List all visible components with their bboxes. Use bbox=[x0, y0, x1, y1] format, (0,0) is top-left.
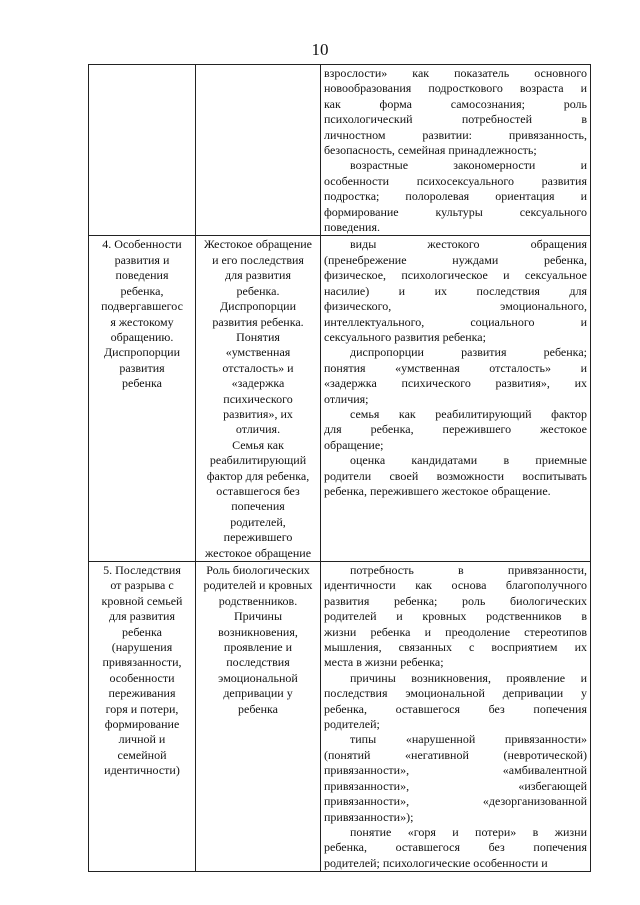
summary-line: эмоциональной bbox=[218, 670, 298, 685]
content-line: привязанности», «амбивалентной bbox=[324, 763, 587, 778]
topic-line: (нарушения bbox=[111, 640, 173, 655]
topic-line: ребенка, bbox=[120, 283, 164, 298]
topic-line: развития bbox=[119, 360, 165, 375]
content-line: родители своей возможности воспитывать bbox=[324, 468, 587, 483]
content-line: ребенка, оставшегося без попечения bbox=[324, 701, 587, 716]
content-line: (пренебрежение нуждами ребенка, bbox=[324, 252, 587, 267]
summary-line: «задержка bbox=[231, 376, 285, 391]
content-line: отличия; bbox=[324, 391, 369, 406]
summary-cell bbox=[196, 65, 321, 236]
summary-line: для развития bbox=[225, 268, 291, 283]
content-line: потребность в привязанности, bbox=[350, 563, 587, 577]
table-row bbox=[89, 236, 591, 562]
content-paragraph bbox=[324, 453, 587, 499]
summary-line: «умственная bbox=[225, 345, 291, 360]
summary-line: родственников. bbox=[218, 593, 298, 608]
topic-line: кровной семьей bbox=[101, 593, 183, 608]
summary-line: Понятия bbox=[236, 329, 280, 344]
content-paragraph bbox=[324, 66, 587, 158]
summary-line: попечения bbox=[231, 499, 285, 514]
topic-line: горя и потери, bbox=[105, 701, 179, 716]
table-row bbox=[89, 65, 591, 236]
content-line: жизни ребенка и преодоление стереотипов bbox=[324, 624, 587, 639]
content-line: привязанности», «избегающей bbox=[324, 778, 587, 793]
content-line: безопасность, семейная принадлежность; bbox=[324, 143, 537, 158]
summary-line: Диспропорции bbox=[219, 299, 297, 314]
content-cell bbox=[321, 65, 591, 236]
topic-line: развития и bbox=[114, 252, 170, 267]
topic-line: для развития bbox=[109, 609, 175, 624]
content-line: поведения. bbox=[324, 220, 380, 235]
content-line: привязанности»); bbox=[324, 809, 414, 824]
summary-line: родителей, bbox=[230, 514, 286, 529]
content-line: родителей; психологические особенности и bbox=[324, 855, 548, 870]
content-line: ребенка, пережившего жестокое обращение. bbox=[324, 483, 551, 498]
content-line: идентичности как основа благополучного bbox=[324, 578, 587, 593]
content-line: развития ребенка; роль биологических bbox=[324, 593, 587, 608]
content-paragraph bbox=[324, 563, 587, 671]
topic-cell bbox=[89, 562, 196, 872]
content-paragraph bbox=[324, 158, 587, 235]
content-paragraph bbox=[324, 671, 587, 733]
summary-line: психического bbox=[223, 391, 293, 406]
content-line: формирование культуры сексуального bbox=[324, 204, 587, 219]
content-line: подростка; полоролевая ориентация и bbox=[324, 189, 587, 204]
content-line: оценка кандидатами в приемные bbox=[350, 453, 587, 468]
topic-line: идентичности) bbox=[104, 763, 180, 778]
topic-line: Диспропорции bbox=[103, 345, 181, 360]
content-line: семья как реабилитирующий фактор bbox=[350, 406, 587, 421]
content-line: интеллектуального, социального и bbox=[324, 314, 587, 329]
summary-line: депривации у bbox=[223, 686, 293, 701]
summary-line: возникновения, bbox=[218, 624, 298, 639]
summary-cell bbox=[196, 562, 321, 872]
topic-line: 4. Особенности bbox=[102, 237, 182, 252]
summary-line: Роль биологических bbox=[206, 563, 310, 577]
content-line: как форма самосознания; роль bbox=[324, 96, 587, 111]
summary-line: Причины bbox=[233, 609, 283, 624]
summary-line: фактор для ребенка, bbox=[206, 468, 310, 483]
content-line: последствия эмоциональной депривации у bbox=[324, 686, 587, 701]
topic-line: я жестокому bbox=[110, 314, 174, 329]
content-line: мышления, связанных с восприятием их bbox=[324, 640, 587, 655]
content-line: физическое, психологическое и сексуальное bbox=[324, 268, 587, 283]
content-line: понятие «горя и потери» в жизни bbox=[350, 824, 587, 839]
summary-line: Жестокое обращение bbox=[203, 237, 313, 252]
content-line: (понятий «негативной (невротической) bbox=[324, 747, 587, 762]
content-paragraph bbox=[324, 237, 587, 345]
content-line: причины возникновения, проявление и bbox=[350, 670, 587, 685]
content-line: диспропорции развития ребенка; bbox=[350, 345, 587, 360]
summary-line: пережившего bbox=[223, 530, 293, 545]
content-line: понятия «умственная отсталость» и bbox=[324, 360, 587, 375]
table-row bbox=[89, 562, 591, 872]
content-line: родителей и кровных родственников в bbox=[324, 609, 587, 624]
content-cell bbox=[321, 562, 591, 872]
summary-line: Семья как bbox=[232, 437, 284, 452]
topic-line: 5. Последствия bbox=[103, 563, 181, 577]
content-line: «задержка психического развития», их bbox=[324, 376, 587, 391]
topic-line: от разрыва с bbox=[110, 578, 174, 593]
content-line: новообразования подросткового возраста и bbox=[324, 81, 587, 96]
content-line: психологический потребностей в bbox=[324, 112, 587, 127]
topic-line: формирование bbox=[104, 717, 180, 732]
content-line: особенности психосексуального развития bbox=[324, 173, 587, 188]
summary-line: проявление и bbox=[223, 640, 293, 655]
topic-line: обращению. bbox=[110, 329, 174, 344]
topic-line: ребенка bbox=[122, 624, 162, 639]
summary-line: оставшегося без bbox=[216, 483, 300, 498]
content-paragraph bbox=[324, 732, 587, 824]
content-line: виды жестокого обращения bbox=[350, 237, 587, 252]
summary-line: и его последствия bbox=[212, 252, 304, 267]
summary-cell bbox=[196, 236, 321, 562]
content-paragraph bbox=[324, 345, 587, 407]
topic-line: личной и bbox=[118, 732, 166, 747]
content-line: для ребенка, пережившего жестокое bbox=[324, 422, 587, 437]
topic-line: переживания bbox=[108, 686, 176, 701]
summary-line: отсталость» и bbox=[222, 360, 294, 375]
topic-line: ребенка bbox=[122, 376, 162, 391]
summary-line: развития ребенка. bbox=[212, 314, 304, 329]
content-line: личностном развитии: привязанность, bbox=[324, 127, 587, 142]
content-line: сексуального развития ребенка; bbox=[324, 329, 486, 344]
content-paragraph bbox=[324, 407, 587, 453]
curriculum-table bbox=[88, 64, 591, 872]
topic-line: подвергавшегос bbox=[101, 299, 183, 314]
content-paragraph bbox=[324, 825, 587, 871]
content-line: физического, эмоционального, bbox=[324, 299, 587, 314]
summary-line: родителей и кровных bbox=[203, 578, 313, 593]
content-line: возрастные закономерности и bbox=[350, 158, 587, 173]
topic-cell bbox=[89, 236, 196, 562]
content-line: ребенка, оставшегося без попечения bbox=[324, 840, 587, 855]
content-line: насилие) и их последствия для bbox=[324, 283, 587, 298]
topic-line: семейной bbox=[117, 747, 167, 762]
topic-line: особенности bbox=[109, 670, 175, 685]
content-line: обращение; bbox=[324, 437, 384, 452]
summary-line: жестокое обращение bbox=[204, 545, 312, 560]
summary-line: отличия. bbox=[235, 422, 281, 437]
topic-cell bbox=[89, 65, 196, 236]
content-line: привязанности», «дезорганизованной bbox=[324, 794, 587, 809]
content-line: места в жизни ребенка; bbox=[324, 655, 444, 670]
topic-line: привязанности, bbox=[102, 655, 182, 670]
summary-line: развития», их bbox=[223, 406, 293, 421]
page-number: 10 bbox=[311, 40, 329, 59]
content-line: родителей; bbox=[324, 717, 380, 732]
summary-line: реабилитирующий bbox=[209, 453, 307, 468]
content-cell bbox=[321, 236, 591, 562]
content-line: взрослости» как показатель основного bbox=[324, 66, 587, 80]
topic-line: поведения bbox=[115, 268, 169, 283]
summary-line: ребенка. bbox=[236, 283, 280, 298]
summary-line: последствия bbox=[226, 655, 290, 670]
summary-line: ребенка bbox=[238, 701, 278, 716]
content-line: типы «нарушенной привязанности» bbox=[350, 732, 587, 747]
